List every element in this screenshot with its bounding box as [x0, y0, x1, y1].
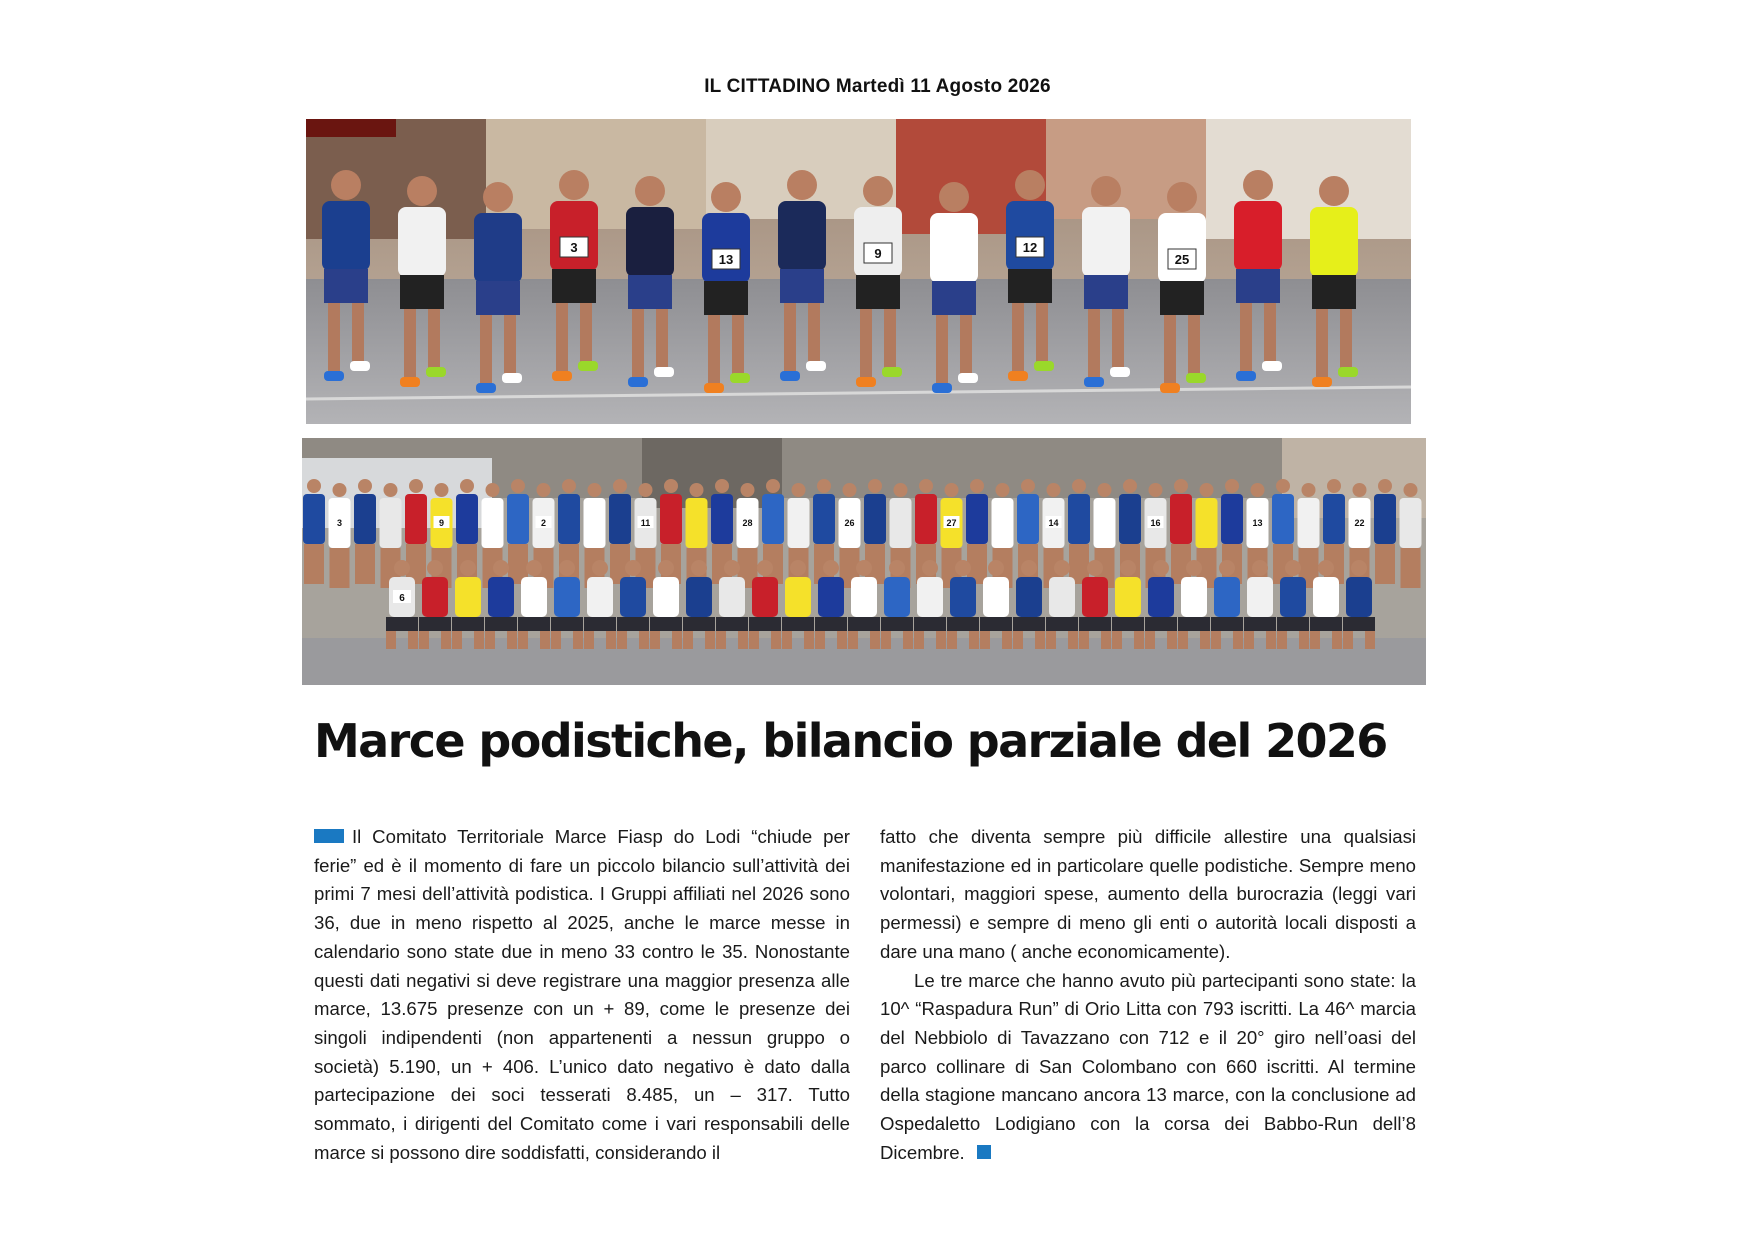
article-paragraph-2	[880, 967, 1416, 1168]
bib-number: 9	[438, 518, 445, 528]
article-start-marker	[314, 829, 344, 843]
article-column-left	[314, 823, 850, 1167]
bib-number: 9	[874, 246, 882, 261]
article-headline: Marce podistiche, bilancio parziale del 2026	[314, 714, 1387, 768]
group-member-standing	[839, 483, 861, 588]
race-start-photo	[306, 119, 1411, 424]
bib-number: 16	[1150, 518, 1161, 528]
group-member-standing	[507, 479, 529, 584]
article-paragraph-1-part-b: fatto che diventa sempre più difficile allestire una qualsiasi manifestazione ed in particolare quelle podistiche. Sempre meno volontari, maggiori spese, aumento della burocrazia (leggi vari permessi) e sempre di meno gli enti o autorità locali disposti a dare una mano ( anche economicamente).	[880, 826, 1416, 962]
bib-number: 27	[946, 518, 957, 528]
bib-number: 28	[742, 518, 753, 528]
bib-number: 6	[399, 593, 405, 604]
article-end-marker	[977, 1145, 991, 1159]
article-paragraph-2-text: Le tre marce che hanno avuto più partecipanti sono state: la 10^ “Raspadura Run” di Orio Litta con 793 iscritti. La 46^ marcia del Nebbiolo di Tavazzano con 712 e il 20° giro nell’oasi del parco collinare di San Colombano con 660 iscritti. Al termine della stagione mancano ancora 13 marce, con la conclusione ad Ospedaletto Lodigiano con la corsa dei Babbo-Run dell’8 Dicembre.	[880, 969, 1416, 1163]
bib-number: 13	[718, 252, 734, 267]
bib-number: 25	[1174, 252, 1190, 267]
article-column-right	[880, 823, 1416, 1167]
bib-number: 2	[540, 518, 547, 528]
bib-number: 13	[1252, 518, 1263, 528]
group-member-standing	[303, 479, 325, 584]
bib-number: 26	[844, 518, 855, 528]
group-member-standing	[1068, 479, 1090, 584]
group-member-standing	[1374, 479, 1396, 584]
bib-number: 3	[570, 240, 578, 255]
bib-number: 22	[1354, 518, 1365, 528]
article-paragraph-1-start	[314, 823, 850, 1167]
group-photo	[302, 438, 1426, 685]
bib-number: 12	[1022, 240, 1038, 255]
group-member-standing	[1400, 483, 1422, 588]
group-member-standing	[354, 479, 376, 584]
group-member-standing	[1298, 483, 1320, 588]
article-paragraph-1-end	[880, 823, 1416, 967]
bib-number: 3	[336, 518, 343, 528]
group-member-standing	[329, 483, 351, 588]
article-paragraph-1-part-a: Il Comitato Territoriale Marce Fiasp do Lodi “chiude per ferie” ed è il momento di fare un piccolo bilancio sull’attività dei primi 7 mesi dell’attività podistica. I Gruppi affiliati nel 2026 sono 36, due in meno rispetto al 2025, anche le marce messe in calendario sono state due in meno 33 contro le 35. Nonostante questi dati negativi si deve registrare una maggior presenza alle marce, 13.675 presenze con un + 89, come le presenze dei singoli indipendenti (non appartenenti a nessun gruppo o società) 5.190, un + 406. L’unico dato negativo è dato dalla partecipazione dei soci tesserati 8.485, un – 317. Tutto sommato, i dirigenti del Comitato come i vari responsabili delle marce si possono dire soddisfatti, considerando il	[314, 826, 850, 1163]
bib-number: 11	[640, 518, 651, 528]
group-member-standing	[737, 483, 759, 588]
publication-date-header: IL CITTADINO Martedì 11 Agosto 2026	[704, 76, 1051, 97]
bib-number: 14	[1048, 518, 1059, 528]
